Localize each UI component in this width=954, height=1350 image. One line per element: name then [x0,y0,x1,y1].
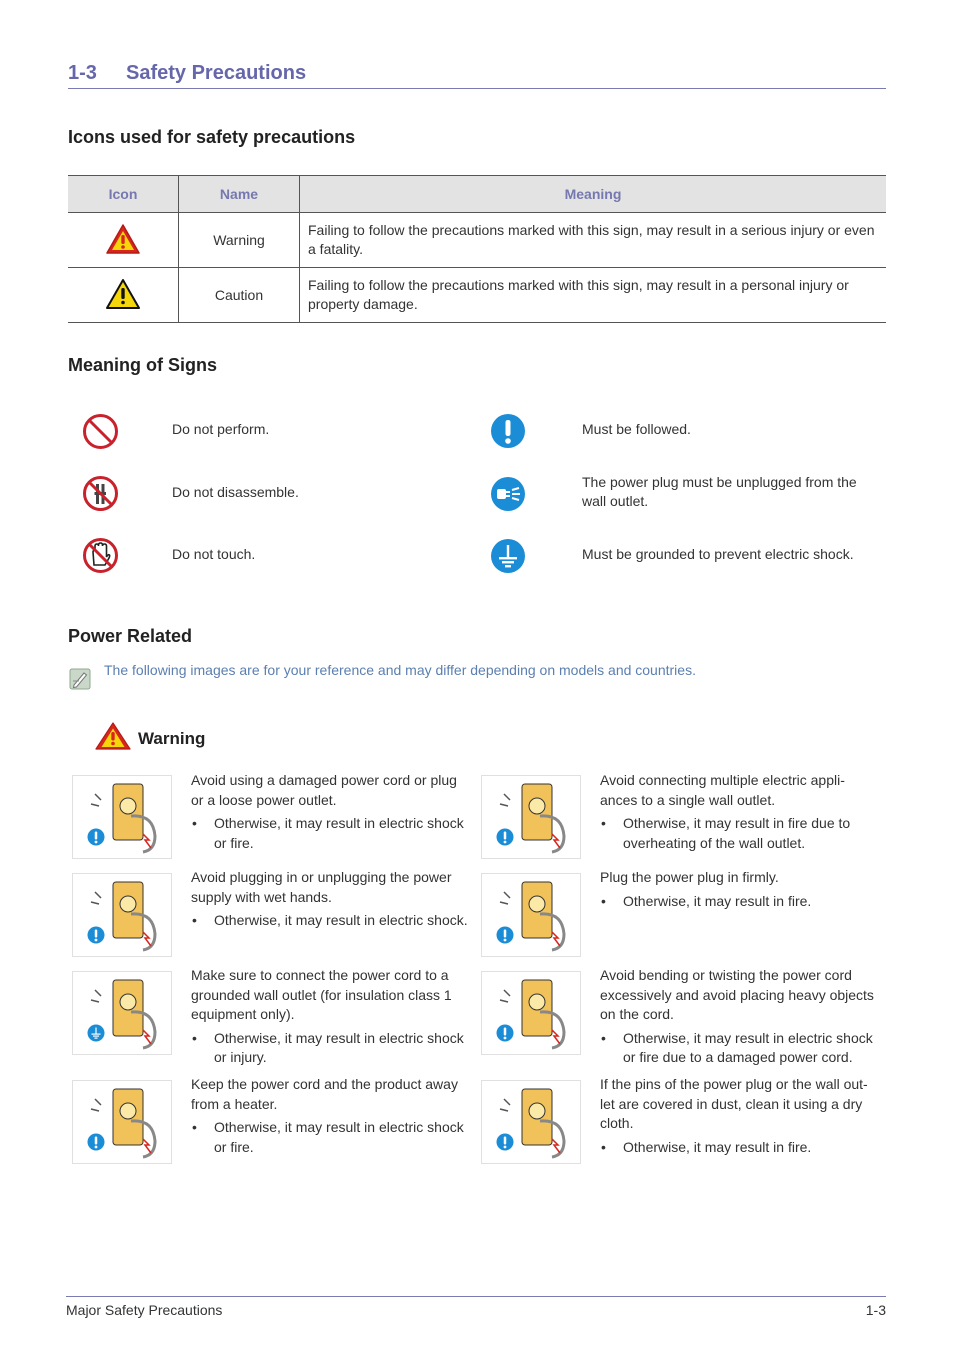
warning-label: Warning [138,729,206,748]
caution-triangle-icon [105,278,141,310]
item-bullets [600,892,882,912]
header-icon: Icon [68,176,179,213]
ground-icon [490,538,526,574]
item-instruction: Avoid bending or twisting the power cord excessively and avoid placing heavy objects on the cord. [600,967,874,1022]
item-text [191,966,473,1068]
item-instruction: Make sure to connect the power cord to a grounded wall outlet (for insulation class 1 equipment only). [191,967,452,1022]
item-instruction: Avoid using a damaged power cord or plug or a loose power outlet. [191,772,457,808]
no-disassemble-icon [82,475,119,512]
item-instruction: Keep the power cord and the product away from a heater. [191,1076,458,1112]
item-text [600,868,882,911]
header-meaning: Meaning [300,176,887,213]
item-bullet: • Otherwise, it may result in electric shock or fire due to a damaged power cord. [600,1029,882,1068]
power-heading: Power Related [68,626,193,646]
item-bullet: • Otherwise, it may result in electric shock. [191,911,473,931]
icon-cell [68,268,179,323]
signs-heading: Meaning of Signs [68,355,218,375]
illustration [481,1080,581,1164]
illustration [481,775,581,859]
item-text [191,1075,473,1157]
meaning-cell: Failing to follow the precautions marked with this sign, may result in a personal injury or property damage. [300,268,887,323]
icons-heading: Icons used for safety precautions [68,127,356,147]
item-bullets [600,814,882,853]
table-header-row [68,176,886,213]
item-bullet: • Otherwise, it may result in fire due to overheating of the wall outlet. [600,814,882,853]
illustration [481,971,581,1055]
section-title [68,62,886,89]
item-bullets [191,911,473,931]
item-text [191,868,473,931]
unplug-icon [490,476,526,512]
item-bullets [191,814,473,853]
item-instruction: Avoid plugging in or unplugging the power supply with wet hands. [191,869,452,905]
sign-text: Do not perform. [172,421,270,437]
item-text [600,966,882,1068]
footer-title: Major Safety Precautions [66,1302,223,1318]
table-row [68,268,886,323]
illustration [72,873,172,957]
sign-text: Must be grounded to prevent electric shock. [582,546,854,562]
item-bullets [600,1138,882,1158]
sign-text: Do not disassemble. [172,484,299,500]
item-bullets [191,1029,473,1068]
no-touch-icon [82,537,119,574]
illustration [481,873,581,957]
item-instruction: If the pins of the power plug or the wall out-let are covered in dust, clean it using a dry cloth. [600,1076,868,1131]
sign-text: The power plug must be unplugged from the wall outlet. [582,474,857,509]
item-bullet: • Otherwise, it may result in fire. [600,892,882,912]
ground-icon [87,1024,105,1047]
page-footer [66,1296,886,1318]
item-instruction: Avoid connecting multiple electric appli-ances to a single wall outlet. [600,772,845,808]
item-text [600,1075,882,1157]
item-bullet: • Otherwise, it may result in electric shock or fire. [191,814,473,853]
name-cell: Warning [179,213,300,268]
section-title-text: Safety Precautions [126,62,307,84]
warning-triangle-icon [105,223,141,255]
warning-triangle-icon [95,722,131,750]
name-cell: Caution [179,268,300,323]
icon-cell [68,213,179,268]
must-follow-icon [496,1024,514,1047]
illustration [72,775,172,859]
reference-note: The following images are for your reference and may differ depending on models and countries. [104,662,696,678]
table-row [68,213,886,268]
item-bullets [600,1029,882,1068]
page-number: 1-3 [865,1302,886,1318]
must-follow-icon [87,926,105,949]
must-follow-icon [496,926,514,949]
item-instruction: Plug the power plug in firmly. [600,869,779,885]
must-follow-icon [496,1133,514,1156]
must-follow-icon [496,828,514,851]
item-bullet: • Otherwise, it may result in electric shock or injury. [191,1029,473,1068]
sign-text: Do not touch. [172,546,256,562]
item-text [191,771,473,853]
must-follow-icon [87,1133,105,1156]
item-bullet: • Otherwise, it may result in electric shock or fire. [191,1118,473,1157]
item-bullets [191,1118,473,1157]
icons-table [68,175,886,323]
sign-text: Must be followed. [582,421,691,437]
section-number: 1-3 [68,62,97,84]
item-text [600,771,882,853]
header-name: Name [179,176,300,213]
prohibition-icon [82,413,119,450]
item-bullet: • Otherwise, it may result in fire. [600,1138,882,1158]
illustration [72,1080,172,1164]
meaning-cell: Failing to follow the precautions marked with this sign, may result in a serious injury or even a fatality. [300,213,887,268]
must-follow-icon [490,413,526,449]
must-follow-icon [87,828,105,851]
note-icon [69,668,91,690]
illustration [72,971,172,1055]
